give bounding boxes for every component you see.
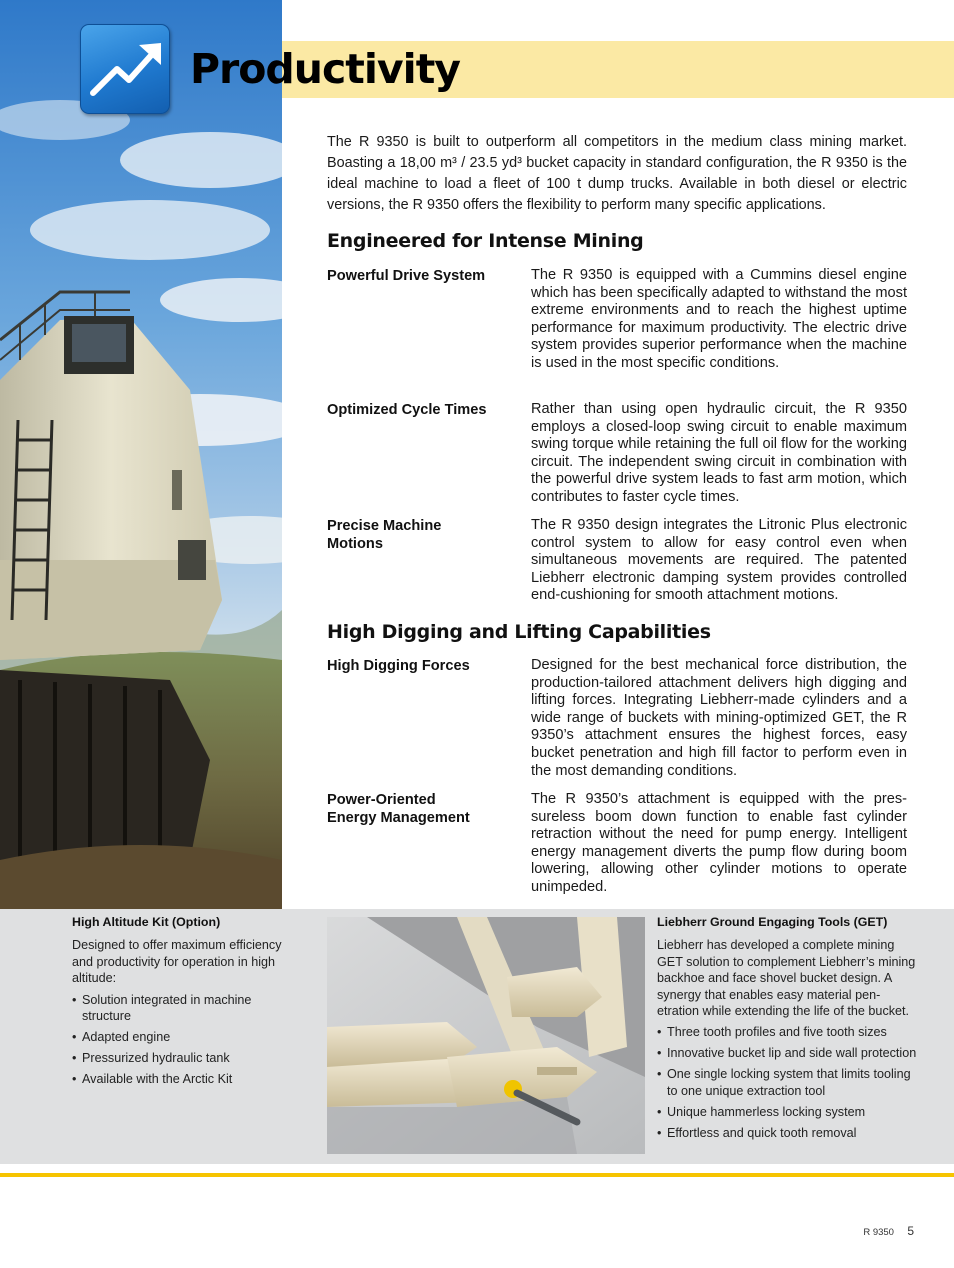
section-heading-intense-mining: Engineered for Intense Mining [327,230,644,252]
page-footer [863,1224,914,1238]
list-item: • Pressurized hydraulic tank [72,1050,288,1066]
list-item: • Unique hammerless locking system [657,1104,917,1120]
feature-text: The R 9350’s attachment is equipped with the pressureless boom down function to enable fast cylinder retraction without the need for pump energy. Intelligent energy management diverts the pump flow during boom lowering, allowing other cylinder motions to operate unimpeded. [531,791,907,895]
get-teeth-photo [327,917,645,1154]
list-item: • Solution integrated in machine structure [72,992,288,1025]
feature-text: The R 9350 is equipped with a Cummins diesel engine which has been specifically adapted to withstand the most extreme environments and to reach the highest uptime performance for maximum productivity. The electric drive system provides superior performance when the machine is used in the most specific conditions. [531,267,907,371]
panel-heading: Liebherr Ground Engaging Tools (GET) [657,915,888,929]
feature-label: Optimized Cycle Times [327,402,487,418]
document-name: R 9350 [863,1227,894,1238]
panel-text: Designed to offer maximum efficiency and productivity for operation in high altitude: [72,938,282,986]
divider-line [0,1173,954,1177]
feature-label: Power-Oriented Energy Management [327,792,470,826]
list-item: • Available with the Arctic Kit [72,1071,288,1087]
panel-heading: High Altitude Kit (Option) [72,915,221,929]
panel-bullets [657,1024,917,1141]
intro-paragraph: The R 9350 is built to outperform all competitors in the medium class mining market. Boasting a 18,00 m³ / 23.5 yd³ bucket capacity in standard configuration, the R 9350 is the ideal machine to load a fleet of 100 t dump trucks. Available in both diesel or electric versions, the R 9350 offers the flexibility to perform many specific applications. [327,134,907,213]
panel-bullets [72,992,288,1088]
trend-up-arrow-icon [80,24,170,114]
list-item: • One single locking system that limits tooling to one unique extraction tool [657,1066,917,1099]
list-item: • Effortless and quick tooth removal [657,1125,917,1141]
list-item: • Adapted engine [72,1029,288,1045]
feature-label: High Digging Forces [327,658,470,674]
feature-text: Rather than using open hydraulic circuit, the R 9350 employs a closed-loop swing circuit to enable maximum swing torque while retaining the full oil flow for the working circuit. The independent swing circuit in combination with the powerful drive system leads to fast arm motion, which contributes to faster cycle times. [531,401,907,505]
feature-label: Powerful Drive System [327,268,486,284]
section-heading-digging-lifting: High Digging and Lifting Capabilities [327,621,711,643]
feature-text: The R 9350 design integrates the Litronic Plus electronic control system to allow for easy control even when simultaneous movements are required. The patented Liebherr electronic damping system provides controlled end-cushioning for smooth attachment motions. [531,517,907,604]
page-title: Productivity [190,45,461,93]
panel-text: Liebherr has developed a complete mining GET solution to complement Liebherr’s mining backhoe and face shovel bucket design. A synergy that enables easy material penetration while extending the life of the bucket. [657,938,916,1019]
list-item: • Three tooth profiles and five tooth sizes [657,1024,917,1040]
list-item: • Innovative bucket lip and side wall protection [657,1045,917,1061]
excavator-photo [0,0,282,909]
high-altitude-kit-panel [72,914,288,1092]
feature-label: Precise Machine Motions [327,518,442,552]
feature-text: Designed for the best mechanical force distribution, the production-tailored attachment delivers high digging and lifting forces. Integrating Liebherr-made cylinders and a wide range of buckets with mining-optimized GET, the R 9350’s attachment ensures the highest forces, easy bucket penetration and high fill factor to perform even in the most demanding conditions. [531,657,907,779]
get-panel [657,914,917,1146]
page-number: 5 [907,1224,914,1238]
